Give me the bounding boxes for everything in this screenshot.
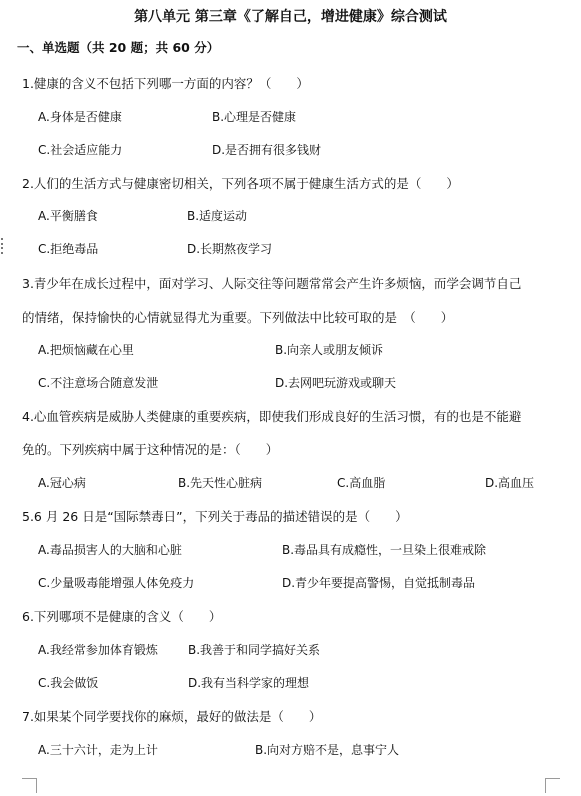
question-7-option-b[interactable]: B.向对方赔不是，息事宁人 [255, 743, 400, 757]
question-6-option-d[interactable]: D.我有当科学家的理想 [188, 676, 310, 690]
question-1-option-a[interactable]: A.身体是否健康 [38, 110, 122, 124]
question-4-option-b[interactable]: B.先天性心脏病 [178, 476, 263, 490]
question-5-option-b[interactable]: B.毒品具有成瘾性，一旦染上很难戒除 [282, 543, 487, 557]
question-2-stem: 2.人们的生活方式与健康密切相关，下列各项不属于健康生活方式的是（ ） [22, 176, 459, 191]
question-5-stem: 5.6 月 26 日是“国际禁毒日”，下列关于毒品的描述错误的是（ ） [22, 509, 408, 524]
question-4-option-d[interactable]: D.高血压 [485, 476, 535, 490]
question-5-option-d[interactable]: D.青少年要提高警惕，自觉抵制毒品 [282, 576, 476, 590]
question-1-option-c[interactable]: C.社会适应能力 [38, 143, 123, 157]
question-4-stem-line-2: 免的。下列疾病中属于这种情况的是：（ ） [22, 442, 279, 457]
section-heading: 一、单选题（共 20 题；共 60 分） [17, 40, 220, 55]
question-6-option-a[interactable]: A.我经常参加体育锻炼 [38, 643, 158, 657]
question-7-stem: 7.如果某个同学要找你的麻烦，最好的做法是（ ） [22, 709, 322, 724]
page-corner-mark-right [545, 778, 560, 793]
question-4-option-a[interactable]: A.冠心病 [38, 476, 86, 490]
margin-marker [1, 238, 4, 254]
question-2-option-d[interactable]: D.长期熬夜学习 [187, 242, 273, 256]
question-5-option-a[interactable]: A.毒品损害人的大脑和心脏 [38, 543, 182, 557]
question-3-option-b[interactable]: B.向亲人或朋友倾诉 [275, 343, 384, 357]
page-title: 第八单元 第三章《了解自己，增进健康》综合测试 [134, 9, 447, 25]
question-6-option-b[interactable]: B.我善于和同学搞好关系 [188, 643, 321, 657]
question-6-option-c[interactable]: C.我会做饭 [38, 676, 99, 690]
page-corner-mark-left [22, 778, 37, 793]
question-1-option-b[interactable]: B.心理是否健康 [212, 110, 297, 124]
question-3-stem-line-2: 的情绪，保持愉快的心情就显得尤为重要。下列做法中比较可取的是 （ ） [22, 310, 454, 325]
question-1-option-d[interactable]: D.是否拥有很多钱财 [212, 143, 322, 157]
question-7-option-a[interactable]: A.三十六计，走为上计 [38, 743, 158, 757]
question-2-option-c[interactable]: C.拒绝毒品 [38, 242, 99, 256]
question-5-option-c[interactable]: C.少量吸毒能增强人体免疫力 [38, 576, 195, 590]
question-2-option-b[interactable]: B.适度运动 [187, 209, 248, 223]
question-6-stem: 6.下列哪项不是健康的含义（ ） [22, 609, 222, 624]
question-2-option-a[interactable]: A.平衡膳食 [38, 209, 98, 223]
question-3-stem-line-1: 3.青少年在成长过程中，面对学习、人际交往等问题常常会产生许多烦恼，而学会调节自己 [22, 276, 522, 291]
question-4-option-c[interactable]: C.高血脂 [337, 476, 386, 490]
question-1-stem: 1.健康的含义不包括下列哪一方面的内容？（ ） [22, 76, 309, 91]
question-3-option-c[interactable]: C.不注意场合随意发泄 [38, 376, 159, 390]
question-4-stem-line-1: 4.心血管疾病是威胁人类健康的重要疾病，即使我们形成良好的生活习惯，有的也是不能避 [22, 409, 522, 424]
question-3-option-d[interactable]: D.去网吧玩游戏或聊天 [275, 376, 397, 390]
question-3-option-a[interactable]: A.把烦恼藏在心里 [38, 343, 134, 357]
